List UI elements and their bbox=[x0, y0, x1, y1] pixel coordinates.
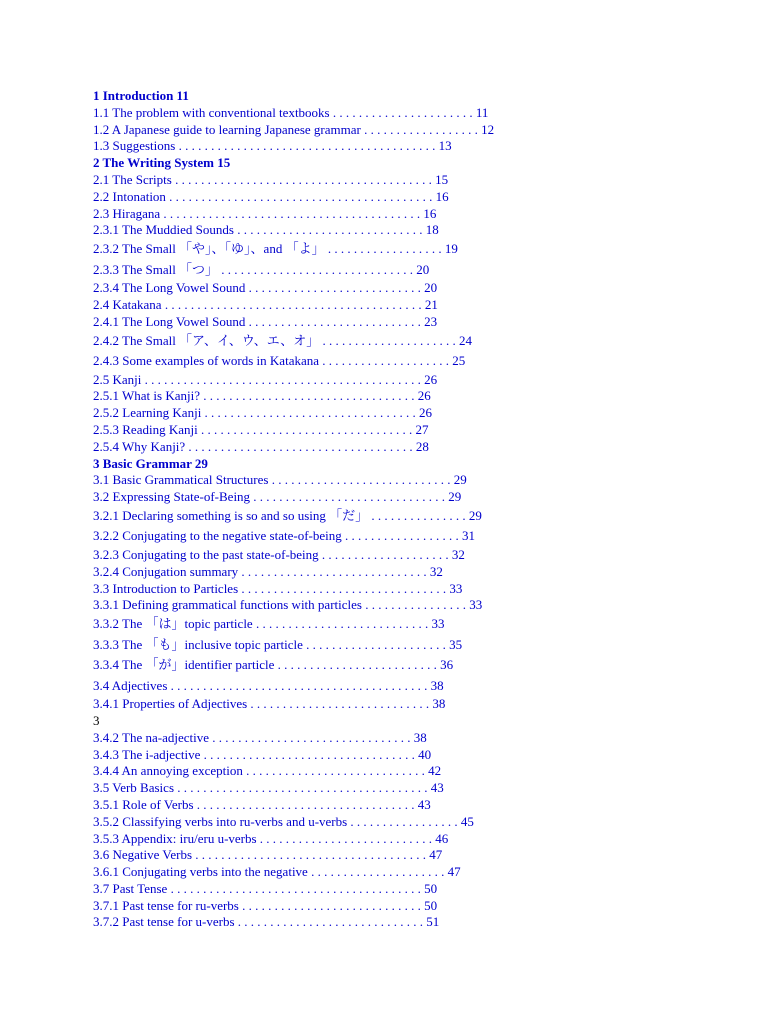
toc-entry[interactable]: 3.7.1 Past tense for ru-verbs . . . . . . . . . . . . . . . . . . . . . . . . . . . . 50 bbox=[93, 897, 438, 913]
toc-entry[interactable]: 3.2.4 Conjugation summary . . . . . . . . . . . . . . . . . . . . . . . . . . . . . 32 bbox=[93, 563, 443, 579]
toc-entry[interactable]: 2.3.4 The Long Vowel Sound . . . . . . . . . . . . . . . . . . . . . . . . . . . 20 bbox=[93, 280, 438, 296]
toc-entry[interactable]: 3.5.2 Classifying verbs into ru-verbs and u-verbs . . . . . . . . . . . . . . . . . 45 bbox=[93, 813, 474, 829]
toc-entry[interactable]: 2.3 Hiragana . . . . . . . . . . . . . . . . . . . . . . . . . . . . . . . . . . . . . . . . 16 bbox=[93, 205, 437, 221]
toc-entry[interactable]: 2.5.2 Learning Kanji . . . . . . . . . . . . . . . . . . . . . . . . . . . . . . . . . 26 bbox=[93, 405, 433, 421]
toc-entry[interactable]: 3.3.2 The 「は」topic particle . . . . . . . . . . . . . . . . . . . . . . . . . . . 33 bbox=[93, 616, 445, 632]
toc-entry[interactable]: 3.4.3 The i-adjective . . . . . . . . . . . . . . . . . . . . . . . . . . . . . . . . . 40 bbox=[93, 746, 432, 762]
toc-entry[interactable]: 2.3.1 The Muddied Sounds . . . . . . . . . . . . . . . . . . . . . . . . . . . . . 18 bbox=[93, 222, 439, 238]
toc-entry[interactable]: 2.5.1 What is Kanji? . . . . . . . . . . . . . . . . . . . . . . . . . . . . . . . . . 26 bbox=[93, 388, 431, 404]
toc-entry[interactable]: 3.7 Past Tense . . . . . . . . . . . . . . . . . . . . . . . . . . . . . . . . . . . . . . . 50 bbox=[93, 880, 438, 896]
toc-entry[interactable]: 3.3.4 The 「が」identifier particle . . . . . . . . . . . . . . . . . . . . . . . . . 36 bbox=[93, 657, 454, 673]
toc-entry[interactable]: 2.5 Kanji . . . . . . . . . . . . . . . . . . . . . . . . . . . . . . . . . . . . . . . . . . . 26 bbox=[93, 371, 438, 387]
toc-entry[interactable]: 2.5.3 Reading Kanji . . . . . . . . . . . . . . . . . . . . . . . . . . . . . . . . . 27 bbox=[93, 421, 429, 437]
toc-chapter-entry[interactable]: 1 Introduction 11 bbox=[93, 88, 189, 103]
toc-entry[interactable]: 3.4 Adjectives . . . . . . . . . . . . . . . . . . . . . . . . . . . . . . . . . . . . . . . . 38 bbox=[93, 677, 444, 693]
toc-entry[interactable]: 3.7.2 Past tense for u-verbs . . . . . . . . . . . . . . . . . . . . . . . . . . . . . 51 bbox=[93, 914, 440, 930]
toc-entry[interactable]: 2.2 Intonation . . . . . . . . . . . . . . . . . . . . . . . . . . . . . . . . . . . . . . . . . 16 bbox=[93, 188, 449, 204]
page-number: 3 bbox=[93, 712, 100, 728]
toc-entry[interactable]: 1.2 A Japanese guide to learning Japanese grammar . . . . . . . . . . . . . . . . . . 12 bbox=[93, 121, 495, 137]
toc-entry[interactable]: 2.3.2 The Small 「や」、「ゆ」、and 「よ」 . . . . . . . . . . . . . . . . . . 19 bbox=[93, 241, 458, 257]
toc-entry[interactable]: 3.3.3 The 「も」inclusive topic particle . . . . . . . . . . . . . . . . . . . . . . 35 bbox=[93, 636, 463, 652]
toc-entry[interactable]: 3.4.2 The na-adjective . . . . . . . . . . . . . . . . . . . . . . . . . . . . . . . 38 bbox=[93, 729, 427, 745]
toc-entry[interactable]: 3.2 Expressing State-of-Being . . . . . . . . . . . . . . . . . . . . . . . . . . . . . . 29 bbox=[93, 489, 462, 505]
toc-entry[interactable]: 2.1 The Scripts . . . . . . . . . . . . . . . . . . . . . . . . . . . . . . . . . . . . . . . . 15 bbox=[93, 171, 449, 187]
toc-entry[interactable]: 3.5.3 Appendix: iru/eru u-verbs . . . . . . . . . . . . . . . . . . . . . . . . . . . 46 bbox=[93, 830, 449, 846]
toc-entry[interactable]: 2.4 Katakana . . . . . . . . . . . . . . . . . . . . . . . . . . . . . . . . . . . . . . . . 21 bbox=[93, 296, 438, 312]
toc-entry[interactable]: 3.4.1 Properties of Adjectives . . . . . . . . . . . . . . . . . . . . . . . . . . . . 38 bbox=[93, 696, 446, 712]
toc-entry[interactable]: 1.1 The problem with conventional textbooks . . . . . . . . . . . . . . . . . . . . . . 11 bbox=[93, 104, 489, 120]
toc-chapter-entry[interactable]: 2 The Writing System 15 bbox=[93, 155, 231, 171]
toc-entry[interactable]: 2.3.3 The Small 「つ」 . . . . . . . . . . . . . . . . . . . . . . . . . . . . . . 20 bbox=[93, 261, 430, 277]
toc-entry[interactable]: 3.5.1 Role of Verbs . . . . . . . . . . . . . . . . . . . . . . . . . . . . . . . . . . 43 bbox=[93, 796, 431, 812]
toc-entry[interactable]: 3.6 Negative Verbs . . . . . . . . . . . . . . . . . . . . . . . . . . . . . . . . . . . . 47 bbox=[93, 847, 443, 863]
toc-entry[interactable]: 3.3 Introduction to Particles . . . . . . . . . . . . . . . . . . . . . . . . . . . . . . . . 33 bbox=[93, 580, 463, 596]
toc-entry[interactable]: 2.5.4 Why Kanji? . . . . . . . . . . . . . . . . . . . . . . . . . . . . . . . . . . . 28 bbox=[93, 438, 429, 454]
toc-entry[interactable]: 3.4.4 An annoying exception . . . . . . . . . . . . . . . . . . . . . . . . . . . . 42 bbox=[93, 763, 442, 779]
toc-entry[interactable]: 2.4.2 The Small 「ア、イ、ウ、エ、オ」 . . . . . . . . . . . . . . . . . . . . . 24 bbox=[93, 332, 472, 348]
toc-chapter-entry[interactable]: 3 Basic Grammar 29 bbox=[93, 455, 208, 471]
toc-entry[interactable]: 3.2.1 Declaring something is so and so using 「だ」 . . . . . . . . . . . . . . . 29 bbox=[93, 507, 482, 523]
table-of-contents bbox=[93, 88, 733, 931]
toc-entry[interactable]: 2.4.3 Some examples of words in Katakana . . . . . . . . . . . . . . . . . . . . 25 bbox=[93, 353, 466, 369]
toc-entry[interactable]: 3.2.3 Conjugating to the past state-of-being . . . . . . . . . . . . . . . . . . . . 32 bbox=[93, 546, 465, 562]
toc-entry[interactable]: 3.2.2 Conjugating to the negative state-of-being . . . . . . . . . . . . . . . . . . 31 bbox=[93, 528, 475, 544]
toc-entry[interactable]: 1.3 Suggestions . . . . . . . . . . . . . . . . . . . . . . . . . . . . . . . . . . . . . . . . 13 bbox=[93, 138, 452, 154]
toc-entry[interactable]: 3.6.1 Conjugating verbs into the negative . . . . . . . . . . . . . . . . . . . . . 47 bbox=[93, 864, 461, 880]
toc-entry[interactable]: 3.1 Basic Grammatical Structures . . . . . . . . . . . . . . . . . . . . . . . . . . . . 29 bbox=[93, 472, 467, 488]
toc-entry[interactable]: 2.4.1 The Long Vowel Sound . . . . . . . . . . . . . . . . . . . . . . . . . . . 23 bbox=[93, 313, 438, 329]
toc-entry[interactable]: 3.3.1 Defining grammatical functions with particles . . . . . . . . . . . . . . . . 33 bbox=[93, 597, 483, 613]
toc-entry[interactable]: 3.5 Verb Basics . . . . . . . . . . . . . . . . . . . . . . . . . . . . . . . . . . . . . . . 43 bbox=[93, 780, 444, 796]
